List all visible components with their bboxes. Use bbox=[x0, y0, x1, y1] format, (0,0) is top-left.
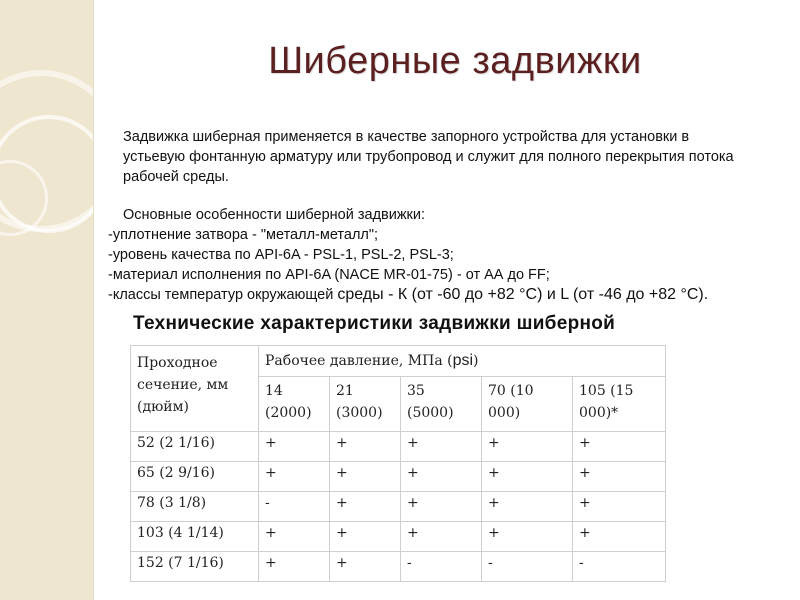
size-cell: 152 (7 1/16) bbox=[131, 552, 259, 582]
value-cell: + bbox=[259, 432, 330, 462]
table-row bbox=[131, 522, 666, 552]
value-cell: + bbox=[573, 522, 666, 552]
value-cell: - bbox=[401, 552, 482, 582]
divider-line bbox=[93, 0, 94, 600]
value-cell: - bbox=[573, 552, 666, 582]
value-cell: + bbox=[259, 462, 330, 492]
value-cell: + bbox=[401, 462, 482, 492]
value-cell: + bbox=[482, 432, 573, 462]
value-cell: + bbox=[330, 432, 401, 462]
pressure-column-header: 14 (2000) bbox=[259, 377, 330, 432]
value-cell: - bbox=[482, 552, 573, 582]
value-cell: + bbox=[259, 552, 330, 582]
value-cell: + bbox=[482, 522, 573, 552]
value-cell: + bbox=[482, 462, 573, 492]
pressure-column-header: 35 (5000) bbox=[401, 377, 482, 432]
value-cell: - bbox=[259, 492, 330, 522]
value-cell: + bbox=[330, 552, 401, 582]
size-cell: 52 (2 1/16) bbox=[131, 432, 259, 462]
value-cell: + bbox=[330, 492, 401, 522]
specs-table bbox=[130, 345, 666, 582]
value-cell: + bbox=[330, 462, 401, 492]
header-text: ) bbox=[473, 353, 479, 369]
value-cell: + bbox=[401, 522, 482, 552]
features-intro: Основные особенности шиберной задвижки: bbox=[123, 207, 426, 223]
value-cell: + bbox=[259, 522, 330, 552]
size-cell: 65 (2 9/16) bbox=[131, 462, 259, 492]
pressure-column-header: 70 (10 000) bbox=[482, 377, 573, 432]
table-row bbox=[131, 432, 666, 462]
pressure-column-header: 21 (3000) bbox=[330, 377, 401, 432]
size-cell: 103 (4 1/14) bbox=[131, 522, 259, 552]
value-cell: + bbox=[401, 492, 482, 522]
feature-item: -материал исполнения по API-6A (NACE MR-01-75) - от АА до FF; bbox=[108, 267, 550, 283]
table-heading: Технические характеристики задвижки шиберной bbox=[133, 313, 616, 334]
feature-item: -уплотнение затвора - "металл-металл"; bbox=[108, 227, 379, 243]
header-working-pressure bbox=[259, 346, 666, 377]
header-text: Рабочее давление, МПа ( bbox=[265, 353, 453, 369]
table-row bbox=[131, 492, 666, 522]
feature-text: среды - К (от -60 до +82 °С) и L (от -46 до +82 °С). bbox=[337, 286, 709, 303]
slide-title: Шиберные задвижки bbox=[268, 40, 642, 82]
value-cell: + bbox=[573, 492, 666, 522]
table-row bbox=[131, 462, 666, 492]
feature-item bbox=[108, 285, 748, 305]
table-header-row bbox=[131, 346, 666, 377]
feature-text: -классы температур окружающей bbox=[108, 287, 338, 303]
decorative-side-band bbox=[0, 0, 93, 600]
value-cell: + bbox=[573, 462, 666, 492]
value-cell: + bbox=[573, 432, 666, 462]
header-unit: psi bbox=[452, 352, 474, 369]
size-cell: 78 (3 1/8) bbox=[131, 492, 259, 522]
intro-paragraph: Задвижка шиберная применяется в качестве запорного устройства для установки в устьевую фонтанную арматуру или трубопровод и служит для полного перекрытия потока рабочей среды. bbox=[123, 129, 734, 185]
feature-item: -уровень качества по API-6A - PSL-1, PSL-2, PSL-3; bbox=[108, 247, 454, 263]
value-cell: + bbox=[482, 492, 573, 522]
value-cell: + bbox=[330, 522, 401, 552]
table-row bbox=[131, 552, 666, 582]
header-bore-size: Проходное сечение, мм (дюйм) bbox=[131, 346, 259, 432]
pressure-column-header: 105 (15 000)* bbox=[573, 377, 666, 432]
value-cell: + bbox=[401, 432, 482, 462]
slide-body bbox=[108, 127, 748, 305]
